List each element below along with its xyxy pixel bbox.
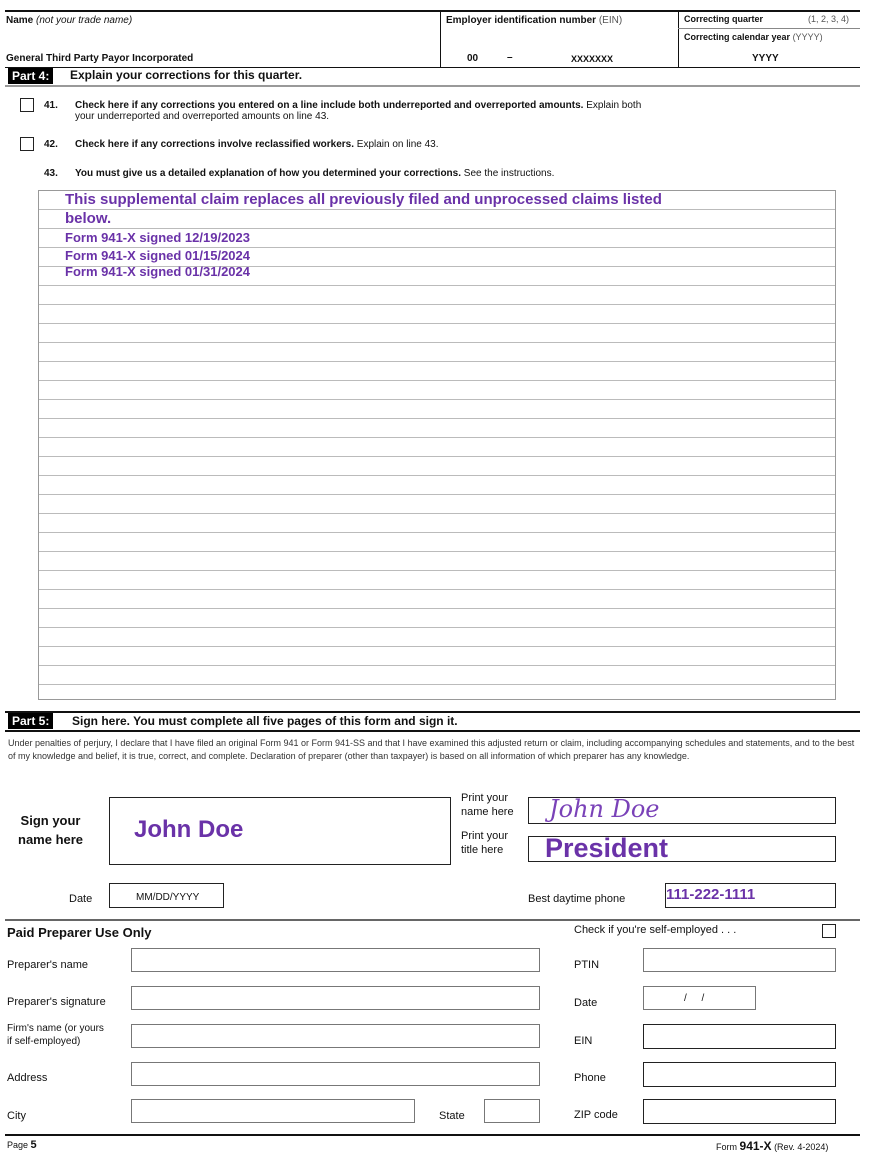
self-employed-label: Check if you're self-employed . . . [574, 924, 737, 936]
rule [5, 730, 860, 732]
page-label: Page [7, 1140, 29, 1150]
sign-label [18, 811, 83, 849]
preparer-title: Paid Preparer Use Only [7, 925, 152, 940]
name-note: (not your trade name) [36, 15, 133, 26]
divider [440, 11, 441, 68]
line41-bold: Check here if any corrections you entered on a line include both underreported and overreported amounts. [75, 100, 584, 111]
part5-badge: Part 5: [8, 713, 53, 729]
rule [5, 919, 860, 921]
phone-label: Best daytime phone [528, 893, 626, 905]
preparer-name-field[interactable] [131, 948, 540, 972]
ein-label-text: Employer identification number [446, 15, 597, 26]
print-name-label [461, 791, 514, 819]
rule [5, 1134, 860, 1136]
year-label-text: Correcting calendar year [684, 32, 791, 42]
signature-value: John Doe [134, 816, 244, 843]
print-name-label-1: Print your [461, 792, 509, 804]
divider [678, 11, 679, 68]
line43-rest: See the instructions. [463, 168, 555, 179]
line42-num: 42. [44, 139, 58, 150]
preparer-date-label: Date [574, 997, 598, 1009]
form-label: Form [716, 1142, 737, 1152]
line41-num: 41. [44, 100, 58, 111]
date-field[interactable] [109, 883, 224, 908]
divider [678, 28, 860, 29]
rule [5, 85, 860, 87]
top-rule [5, 10, 860, 12]
firm-label-1: Firm's name (or yours [7, 1023, 104, 1034]
explanation-box[interactable] [38, 190, 836, 700]
explanation-line: Form 941-X signed 12/19/2023 [65, 230, 250, 245]
part4-title: Explain your corrections for this quarter. [70, 68, 303, 82]
year-value: YYYY [752, 53, 779, 64]
preparer-name-label: Preparer's name [7, 959, 88, 971]
preparer-date-field[interactable] [643, 986, 756, 1010]
name-label [6, 15, 132, 26]
date-label: Date [69, 893, 93, 905]
explanation-line: Form 941-X signed 01/31/2024 [65, 264, 250, 279]
address-label: Address [7, 1072, 48, 1084]
city-label: City [7, 1110, 26, 1122]
ein-suffix: XXXXXXX [571, 54, 614, 64]
line42-checkbox[interactable] [20, 137, 34, 151]
year-note: (YYYY) [792, 32, 823, 42]
firm-label-2: if self-employed) [7, 1036, 81, 1047]
preparer-ein-label: EIN [574, 1035, 593, 1047]
part4-badge: Part 4: [8, 68, 53, 84]
year-label [684, 32, 823, 42]
phone-field[interactable] [665, 883, 836, 908]
line41-rest: Explain both [586, 100, 642, 111]
address-field[interactable] [131, 1062, 540, 1086]
signature-field[interactable] [109, 797, 451, 865]
preparer-ein-field[interactable] [643, 1024, 836, 1049]
print-title-label-2: title here [461, 844, 504, 856]
firm-name-field[interactable] [131, 1024, 540, 1048]
quarter-label: Correcting quarter [684, 14, 764, 24]
sign-label-1: Sign your [20, 813, 81, 828]
name-label-text: Name [6, 15, 34, 26]
print-title-label-1: Print your [461, 830, 509, 842]
explanation-line: Form 941-X signed 01/15/2024 [65, 248, 250, 263]
explanation-text [39, 190, 835, 281]
preparer-signature-label: Preparer's signature [7, 996, 106, 1008]
explanation-line: This supplemental claim replaces all previously filed and unprocessed claims listed [65, 191, 662, 208]
form-num: 941-X [739, 1139, 772, 1153]
line43-num: 43. [44, 168, 58, 179]
print-name-label-2: name here [461, 806, 514, 818]
zip-label: ZIP code [574, 1109, 618, 1121]
state-field[interactable] [484, 1099, 540, 1123]
print-name-field[interactable] [528, 797, 836, 824]
ein-note: (EIN) [598, 15, 623, 26]
page-number [7, 1139, 37, 1151]
explanation-line: below. [65, 210, 112, 227]
line41-text [75, 100, 835, 122]
ein-label [446, 15, 622, 26]
page-num: 5 [30, 1139, 37, 1151]
line41-rest2: your underreported and overreported amounts on line 43. [75, 111, 330, 122]
print-name-value: John Doe [549, 795, 660, 823]
date-value: MM/DD/YYYY [136, 892, 200, 903]
line43-bold: You must give us a detailed explanation of how you determined your corrections. [75, 168, 461, 179]
sign-label-2: name here [18, 832, 84, 847]
form-id [716, 1139, 828, 1153]
city-field[interactable] [131, 1099, 415, 1123]
quarter-note: (1, 2, 3, 4) [808, 14, 850, 24]
zip-field[interactable] [643, 1099, 836, 1124]
line43-text [75, 168, 554, 179]
form-rev: (Rev. 4-2024) [774, 1142, 829, 1152]
part5-title: Sign here. You must complete all five pages of this form and sign it. [72, 714, 458, 728]
print-title-label [461, 829, 508, 857]
name-value: General Third Party Payor Incorporated [6, 53, 194, 64]
ein-prefix: 00 [467, 53, 479, 64]
perjury-statement: Under penalties of perjury, I declare that I have filed an original Form 941 or Form 941-SS and that I have examined this adjusted return or claim, including accompanying schedules and statements, and to the best of my knowledge and belief, it is true, correct, and complete. Declaration of preparer (other than taxpayer) is based on all information of which preparer has any knowledge. [8, 738, 855, 761]
line42-rest: Explain on line 43. [356, 139, 439, 150]
line41-checkbox[interactable] [20, 98, 34, 112]
preparer-signature-field[interactable] [131, 986, 540, 1010]
print-title-value: President [545, 833, 669, 863]
line42-text [75, 139, 439, 150]
self-employed-checkbox[interactable] [822, 924, 836, 938]
line42-bold: Check here if any corrections involve reclassified workers. [75, 139, 355, 150]
ein-dash: – [507, 52, 513, 63]
rule [5, 711, 860, 713]
preparer-date-value: / / [684, 993, 711, 1004]
preparer-phone-label: Phone [574, 1072, 606, 1084]
ptin-label: PTIN [574, 959, 600, 971]
preparer-phone-field[interactable] [643, 1062, 836, 1087]
phone-value: 111-222-1111 [666, 886, 756, 903]
ptin-field[interactable] [643, 948, 836, 972]
state-label: State [439, 1110, 465, 1122]
print-title-field[interactable] [528, 833, 836, 863]
firm-label [7, 1022, 104, 1048]
